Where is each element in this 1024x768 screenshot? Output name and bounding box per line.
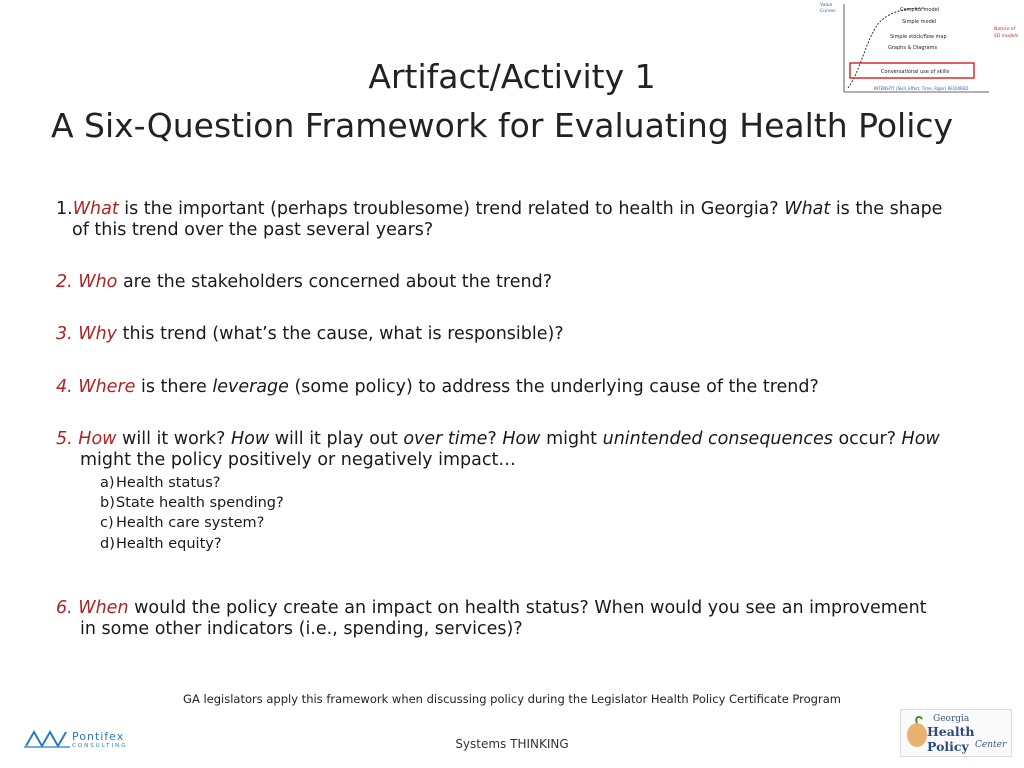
ghpc-line-2: Health Policy: [927, 724, 975, 754]
question-4-number: 4.: [56, 377, 73, 397]
diagram-level-5: Conversational use of skills: [881, 69, 950, 75]
question-5-text-b: will it play out: [269, 429, 404, 449]
question-5-emphasis-3: How: [502, 429, 541, 449]
question-5-text-a: will it work?: [116, 429, 231, 449]
question-5-text-e: occur?: [832, 429, 902, 449]
diagram-level-1: Complex model: [900, 7, 940, 13]
question-5-text-d: might: [540, 429, 603, 449]
question-5-emphasis-4: unintended consequences: [602, 429, 833, 449]
question-4-text-a: is there: [135, 377, 213, 397]
question-6-number: 6.: [56, 598, 73, 618]
list-item: [100, 513, 284, 533]
question-3-text: this trend (what’s the cause, what is responsible)?: [117, 324, 564, 344]
question-2: [56, 272, 986, 293]
pontifex-sub: CONSULTING: [72, 743, 128, 749]
question-6-text: would the policy create an impact on health status? When would you see an improvement: [128, 598, 927, 618]
value-curve-diagram: [814, 0, 1024, 98]
diagram-level-3: Simple stock/flow map: [890, 34, 947, 40]
question-2-number: 2.: [56, 272, 73, 292]
question-5-number: 5.: [56, 429, 73, 449]
list-item-label: c): [100, 515, 114, 532]
list-item-text: State health spending?: [116, 495, 284, 512]
value-curve-svg: [814, 0, 1024, 98]
list-item-text: Health care system?: [116, 515, 265, 532]
question-4: [56, 377, 986, 398]
impact-sublist: [100, 473, 284, 554]
question-5-emphasis-1: How: [230, 429, 270, 449]
question-1-text-b: is the shape: [830, 199, 943, 219]
question-1-continuation: of this trend over the past several years?: [72, 220, 434, 240]
question-1: [56, 199, 986, 241]
question-3-keyword: Why: [78, 324, 118, 344]
question-2-keyword: Who: [78, 272, 118, 292]
list-item-label: a): [100, 475, 115, 491]
diagram-right-note-2: SD models: [994, 34, 1019, 39]
diagram-level-4: Graphs & Diagrams: [888, 45, 938, 51]
question-2-text: are the stakeholders concerned about the trend?: [117, 272, 552, 292]
question-6-continuation: in some other indicators (i.e., spending, services)?: [80, 619, 523, 639]
question-5-keyword: How: [78, 429, 117, 449]
question-3-number: 3.: [56, 324, 73, 344]
question-5-emphasis-5: How: [901, 429, 940, 449]
diagram-right-note-1: Nature of: [994, 27, 1016, 32]
question-4-emphasis: leverage: [212, 377, 289, 397]
ghpc-line-3: Center: [975, 740, 1007, 750]
diagram-side-label-2: Curves: [820, 9, 836, 14]
list-item: [100, 473, 284, 493]
diagram-side-label-1: Value: [820, 3, 833, 8]
ghpc-line-1: Georgia: [933, 714, 970, 724]
list-item: [100, 534, 284, 554]
ghpc-logo: [900, 709, 1012, 757]
pontifex-name: Pontifex: [72, 730, 125, 743]
question-5: [56, 429, 986, 471]
list-item-text: Health equity?: [116, 535, 222, 552]
question-1-number: 1.: [56, 199, 73, 219]
title-line-2: A Six-Question Framework for Evaluating Health Policy: [50, 106, 954, 145]
list-item-text: Health status?: [116, 475, 221, 491]
question-5-emphasis-2: over time: [403, 429, 488, 449]
title-line-1: Artifact/Activity 1: [368, 57, 656, 96]
footer-note: GA legislators apply this framework when discussing policy during the Legislator Health Policy Certificate Program: [183, 692, 841, 706]
question-4-text-b: (some policy) to address the underlying cause of the trend?: [288, 377, 819, 397]
question-5-text-c: ?: [487, 429, 503, 449]
question-3: [56, 324, 986, 345]
question-1-text-a: is the important (perhaps troublesome) trend related to health in Georgia?: [118, 199, 785, 219]
diagram-level-2: Simple model: [902, 19, 937, 25]
list-item-label: b): [100, 495, 115, 512]
question-6: [56, 598, 986, 640]
question-1-keyword: What: [72, 199, 119, 219]
list-item: [100, 493, 284, 513]
footer-center-label: Systems THINKING: [455, 737, 569, 751]
question-5-continuation: might the policy positively or negatively impact…: [80, 450, 516, 470]
list-item-label: d): [100, 535, 115, 552]
question-6-keyword: When: [78, 598, 129, 618]
diagram-axis-label: INTENSITY (Skill, Effort, Time, Rigor) REQUIRED: [874, 86, 969, 91]
question-4-keyword: Where: [78, 377, 136, 397]
question-1-keyword-2: What: [784, 199, 831, 219]
